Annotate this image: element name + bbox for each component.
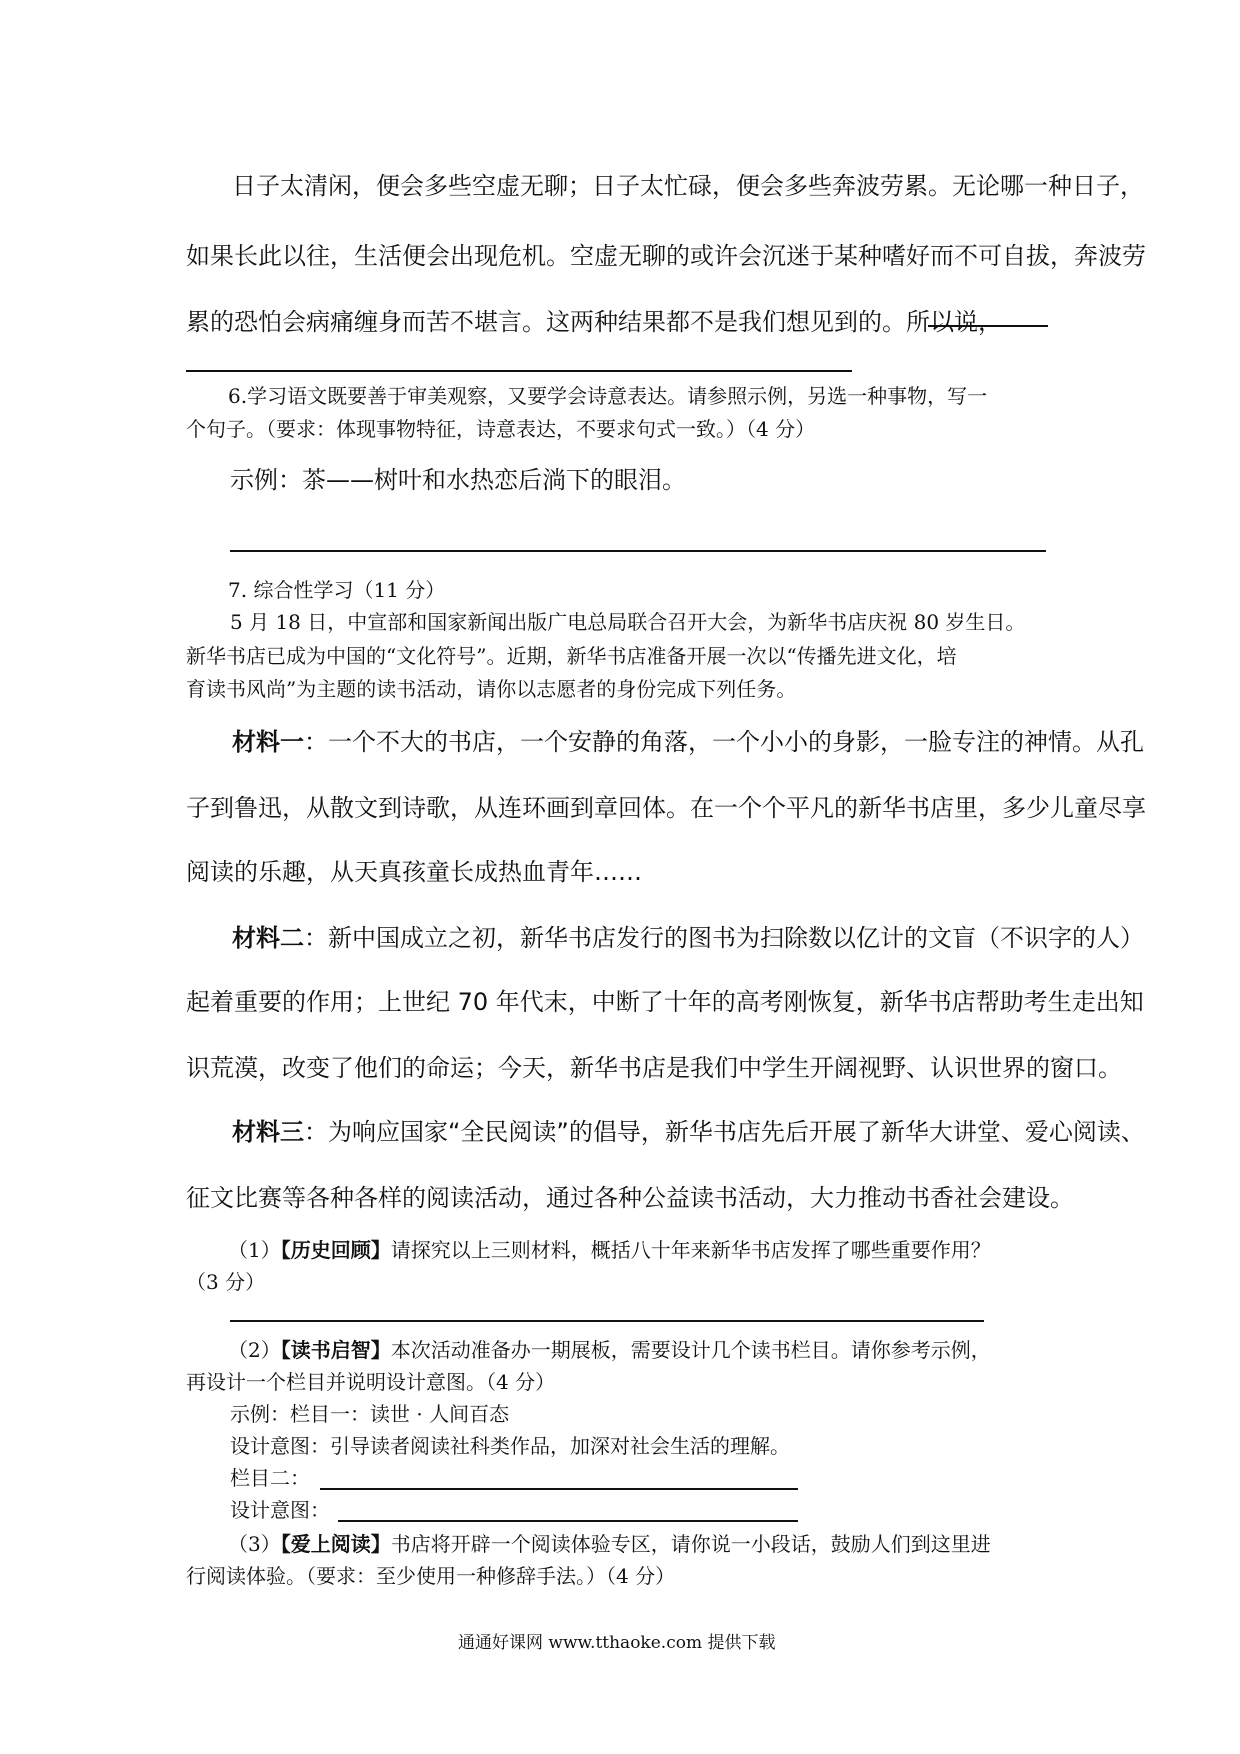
subq-2-example: 示例：栏目一：读世 · 人间百态 <box>230 1402 510 1426</box>
intro-line-2: 如果长此以往，生活便会出现危机。空虚无聊的或许会沉迷于某种嗜好而不可自拔，奔波劳 <box>186 242 1146 270</box>
material-3-text-1: ：为响应国家“全民阅读”的倡导，新华书店先后开展了新华大讲堂、爱心阅读、 <box>304 1118 1145 1146</box>
answer-blank-intro-2[interactable] <box>186 370 852 372</box>
material-1-label: 材料一 <box>232 728 304 756</box>
subq-1-number: （1） <box>228 1238 281 1262</box>
subq-3-label: 【爱上阅读】 <box>280 1532 391 1556</box>
material-2-line-2: 起着重要的作用；上世纪 70 年代末，中断了十年的高考刚恢复，新华书店帮助考生走出知 <box>186 988 1144 1016</box>
subq-2-text: 本次活动准备办一期展板，需要设计几个读书栏目。请你参考示例， <box>390 1338 991 1362</box>
intro-line-3: 累的恐怕会病痛缠身而苦不堪言。这两种结果都不是我们想见到的。所以说， <box>186 308 1002 336</box>
subq-2-example-intent: 设计意图：引导读者阅读社科类作品，加深对社会生活的理解。 <box>230 1434 790 1458</box>
material-2-line-3: 识荒漠，改变了他们的命运；今天，新华书店是我们中学生开阔视野、认识世界的窗口。 <box>186 1054 1122 1082</box>
q7-intro-1: 5 月 18 日，中宣部和国家新闻出版广电总局联合召开大会，为新华书店庆祝 80 岁生日。 <box>230 610 1026 634</box>
material-3-line-1 <box>232 1112 1145 1147</box>
q6-line-2: 个句子。（要求：体现事物特征，诗意表达，不要求句式一致。）（4 分） <box>186 417 816 441</box>
q6-example: 示例：茶——树叶和水热恋后淌下的眼泪。 <box>230 466 686 494</box>
material-2-text-1: ：新中国成立之初，新华书店发行的图书为扫除数以亿计的文盲（不识字的人） <box>304 924 1144 952</box>
subq-2-intent-2-label: 设计意图： <box>230 1498 330 1522</box>
subq-3-line-1 <box>228 1528 991 1557</box>
q7-title: 7. 综合性学习（11 分） <box>228 578 446 602</box>
material-1-line-2: 子到鲁迅，从散文到诗歌，从连环画到章回体。在一个个平凡的新华书店里，多少儿童尽享 <box>186 794 1146 822</box>
subq-1-text: 请探究以上三则材料，概括八十年来新华书店发挥了哪些重要作用？ <box>390 1238 991 1262</box>
subq-2-line-2: 再设计一个栏目并说明设计意图。（4 分） <box>186 1370 556 1394</box>
page-footer: 通通好课网 www.tthaoke.com 提供下载 <box>458 1633 776 1653</box>
material-2-label: 材料二 <box>232 924 304 952</box>
material-3-line-2: 征文比赛等各种各样的阅读活动，通过各种公益读书活动，大力推动书香社会建设。 <box>186 1184 1074 1212</box>
q6-line-1: 6.学习语文既要善于审美观察，又要学会诗意表达。请参照示例，另选一种事物，写一 <box>228 384 988 408</box>
subq-1-line-1 <box>228 1234 991 1263</box>
subq-1-line-2: （3 分） <box>186 1270 266 1294</box>
material-1-line-3: 阅读的乐趣，从天真孩童长成热血青年…… <box>186 858 642 886</box>
material-1-text-1: ：一个不大的书店，一个安静的角落，一个小小的身影，一脸专注的神情。从孔 <box>304 728 1144 756</box>
subq-3-text: 书店将开辟一个阅读体验专区，请你说一小段话，鼓励人们到这里进 <box>390 1532 991 1556</box>
answer-blank-intent-2[interactable] <box>338 1520 798 1522</box>
q7-intro-3: 育读书风尚”为主题的读书活动，请你以志愿者的身份完成下列任务。 <box>186 677 797 701</box>
intro-line-1: 日子太清闲，便会多些空虚无聊；日子太忙碌，便会多些奔波劳累。无论哪一种日子， <box>232 172 1144 200</box>
material-1-line-1 <box>232 722 1144 757</box>
subq-3-number: （3） <box>228 1532 281 1556</box>
subq-2-line-1 <box>228 1334 991 1363</box>
answer-blank-column-2[interactable] <box>320 1488 798 1490</box>
subq-2-number: （2） <box>228 1338 281 1362</box>
answer-blank-subq-1[interactable] <box>230 1320 984 1322</box>
subq-1-label: 【历史回顾】 <box>280 1238 391 1262</box>
subq-2-label: 【读书启智】 <box>280 1338 391 1362</box>
material-3-label: 材料三 <box>232 1118 304 1146</box>
material-2-line-1 <box>232 918 1144 953</box>
answer-blank-intro-1[interactable] <box>928 325 1048 327</box>
q7-intro-2: 新华书店已成为中国的“文化符号”。近期，新华书店准备开展一次以“传播先进文化，培 <box>186 644 957 668</box>
subq-2-column-2-label: 栏目二： <box>230 1466 310 1490</box>
subq-3-line-2: 行阅读体验。（要求：至少使用一种修辞手法。）（4 分） <box>186 1564 676 1588</box>
answer-blank-q6[interactable] <box>230 550 1046 552</box>
